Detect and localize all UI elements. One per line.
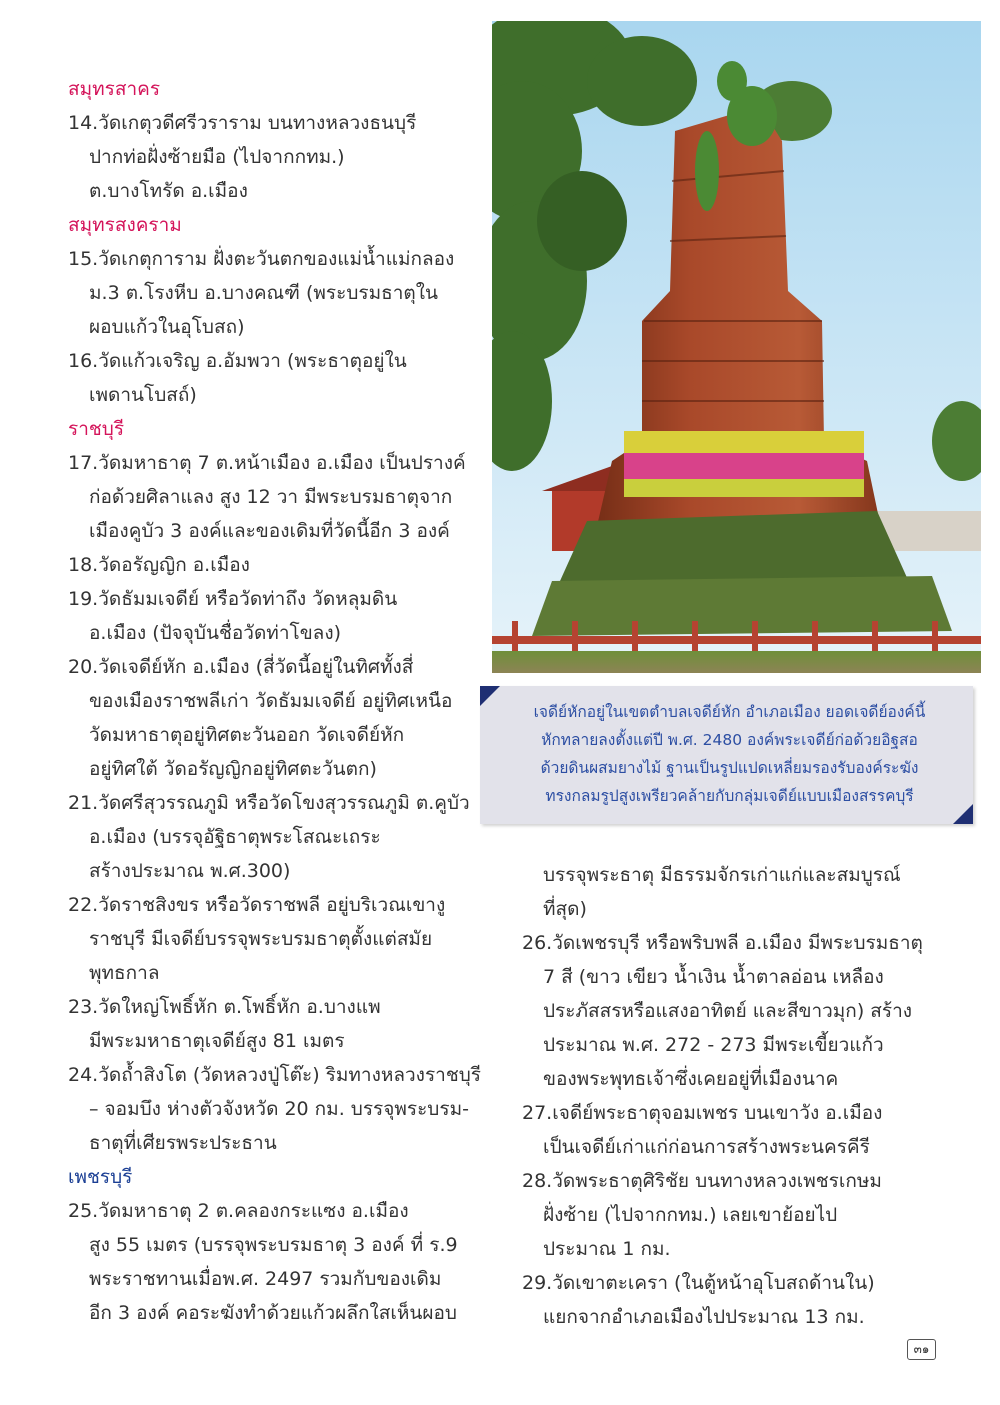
list-item: 15.วัดเกตุการาม ฝั่งตะวันตกของแม่น้ำแม่กลอง xyxy=(68,248,455,270)
list-item-continuation: แยกจากอำเภอเมืองไปประมาณ 13 กม. xyxy=(543,1306,865,1328)
list-item-continuation: มีพระมหาธาตุเจดีย์สูง 81 เมตร xyxy=(89,1030,345,1052)
left-text-column xyxy=(68,72,480,1330)
list-item-continuation: พุทธกาล xyxy=(89,962,160,984)
list-item: 23.วัดใหญ่โพธิ์หัก ต.โพธิ์หัก อ.บางแพ xyxy=(68,996,381,1018)
list-item-continuation: วัดมหาธาตุอยู่ทิศตะวันออก วัดเจดีย์หัก xyxy=(89,724,405,746)
list-item-continuation: ที่สุด) xyxy=(543,898,587,920)
list-item-continuation: – จอมบึง ห่างตัวจังหวัด 20 กม. บรรจุพระบรม- xyxy=(89,1098,469,1120)
list-item-continuation: ต.บางโทรัด อ.เมือง xyxy=(89,180,248,202)
list-item: 18.วัดอรัญญิก อ.เมือง xyxy=(68,554,250,576)
list-item-continuation: เป็นเจดีย์เก่าแก่ก่อนการสร้างพระนครคีรี xyxy=(543,1136,870,1158)
list-item: 27.เจดีย์พระธาตุจอมเพชร บนเขาวัง อ.เมือง xyxy=(522,1102,883,1124)
list-item-continuation: ของพระพุทธเจ้าซึ่งเคยอยู่ที่เมืองนาค xyxy=(543,1068,839,1090)
list-item-continuation: เพดานโบสถ์) xyxy=(89,384,197,406)
list-item: 24.วัดถ้ำสิงโต (วัดหลวงปู่โต๊ะ) ริมทางหลวงราชบุรี xyxy=(68,1064,481,1086)
caption-corner-accent xyxy=(480,686,500,706)
list-item-continuation: เมืองคูบัว 3 องค์และของเดิมที่วัดนี้อีก 3 องค์ xyxy=(89,520,450,542)
section-heading: สมุทรสาคร xyxy=(68,78,161,100)
list-item-continuation: ธาตุที่เศียรพระประธาน xyxy=(89,1132,277,1154)
caption-corner-accent xyxy=(953,804,973,824)
list-item-continuation: อ.เมือง (ปัจจุบันชื่อวัดท่าโขลง) xyxy=(89,622,342,644)
caption-line: ทรงกลมรูปสูงเพรียวคล้ายกับกลุ่มเจดีย์แบบเมืองสรรคบุรี xyxy=(545,787,914,805)
list-item-continuation: ประมาณ พ.ศ. 272 - 273 มีพระเขี้ยวแก้ว xyxy=(543,1034,884,1056)
photo-caption xyxy=(480,686,973,824)
list-item: 14.วัดเกตุวดีศรีวราราม บนทางหลวงธนบุรี xyxy=(68,112,417,134)
list-item-continuation: ของเมืองราชพลีเก่า วัดธัมมเจดีย์ อยู่ทิศเหนือ xyxy=(89,690,453,712)
list-item-continuation: สูง 55 เมตร (บรรจุพระบรมธาตุ 3 องค์ ที่ ร.9 xyxy=(89,1234,458,1256)
list-item: 21.วัดศรีสุวรรณภูมิ หรือวัดโขงสุวรรณภูมิ ต.คูบัว xyxy=(68,792,470,814)
section-heading: เพชรบุรี xyxy=(68,1166,133,1188)
list-item: 22.วัดราชสิงขร หรือวัดราชพลี อยู่บริเวณเขางู xyxy=(68,894,446,916)
list-item-continuation: ม.3 ต.โรงหีบ อ.บางคณฑี (พระบรมธาตุใน xyxy=(89,282,438,304)
list-item-continuation: บรรจุพระธาตุ มีธรรมจักรเก่าแก่และสมบูรณ์ xyxy=(543,864,901,886)
list-item: 19.วัดธัมมเจดีย์ หรือวัดท่าถึง วัดหลุมดิน xyxy=(68,588,398,610)
caption-line: ด้วยดินผสมยางไม้ ฐานเป็นรูปแปดเหลี่ยมรองรับองค์ระฆัง xyxy=(540,759,919,777)
caption-line: เจดีย์หักอยู่ในเขตตำบลเจดีย์หัก อำเภอเมือง ยอดเจดีย์องค์นี้ xyxy=(533,703,926,721)
list-item-continuation: ฝั่งซ้าย (ไปจากกทม.) เลยเขาย้อยไป xyxy=(543,1204,838,1226)
list-item-continuation: ประภัสสรหรือแสงอาทิตย์ และสีขาวมุก) สร้าง xyxy=(543,1000,913,1022)
list-item-continuation: ผอบแก้วในอุโบสถ) xyxy=(89,316,245,338)
list-item-continuation: อยู่ทิศใต้ วัดอรัญญิกอยู่ทิศตะวันตก) xyxy=(89,758,377,780)
section-heading: สมุทรสงคราม xyxy=(68,214,182,236)
section-heading: ราชบุรี xyxy=(68,418,125,440)
list-item-continuation: 7 สี (ขาว เขียว น้ำเงิน น้ำตาลอ่อน เหลือง xyxy=(543,966,884,988)
right-text-column xyxy=(522,858,942,1334)
list-item: 20.วัดเจดีย์หัก อ.เมือง (สี่วัดนี้อยู่ในทิศทั้งสี่ xyxy=(68,656,414,678)
list-item-continuation: สร้างประมาณ พ.ศ.300) xyxy=(89,860,291,882)
list-item: 29.วัดเขาตะเครา (ในตู้หน้าอุโบสถด้านใน) xyxy=(522,1272,875,1294)
list-item-continuation: อีก 3 องค์ คอระฆังทำด้วยแก้วผลึกใสเห็นผอบ xyxy=(89,1302,457,1324)
caption-line: หักทลายลงตั้งแต่ปี พ.ศ. 2480 องค์พระเจดีย์ก่อด้วยอิฐสอ xyxy=(541,731,918,749)
list-item-continuation: ก่อด้วยศิลาแลง สูง 12 วา มีพระบรมธาตุจาก xyxy=(89,486,453,508)
list-item: 28.วัดพระธาตุศิริชัย บนทางหลวงเพชรเกษม xyxy=(522,1170,882,1192)
list-item-continuation: อ.เมือง (บรรจุอัฐิธาตุพระโสณะเถระ xyxy=(89,826,381,848)
list-item: 25.วัดมหาธาตุ 2 ต.คลองกระแซง อ.เมือง xyxy=(68,1200,409,1222)
list-item-continuation: พระราชทานเมื่อพ.ศ. 2497 รวมกับของเดิม xyxy=(89,1268,442,1290)
list-item-continuation: ปากท่อฝั่งซ้ายมือ (ไปจากกทม.) xyxy=(89,146,345,168)
list-item-continuation: ประมาณ 1 กม. xyxy=(543,1238,671,1260)
page-number: ๓๑ xyxy=(907,1339,936,1360)
caption-text xyxy=(498,698,961,810)
chedi-photo xyxy=(492,21,981,673)
list-item: 16.วัดแก้วเจริญ อ.อัมพวา (พระธาตุอยู่ใน xyxy=(68,350,407,372)
list-item: 17.วัดมหาธาตุ 7 ต.หน้าเมือง อ.เมือง เป็นปรางค์ xyxy=(68,452,466,474)
list-item: 26.วัดเพชรบุรี หรือพริบพลี อ.เมือง มีพระบรมธาตุ xyxy=(522,932,923,954)
list-item-continuation: ราชบุรี มีเจดีย์บรรจุพระบรมธาตุตั้งแต่สมัย xyxy=(89,928,433,950)
